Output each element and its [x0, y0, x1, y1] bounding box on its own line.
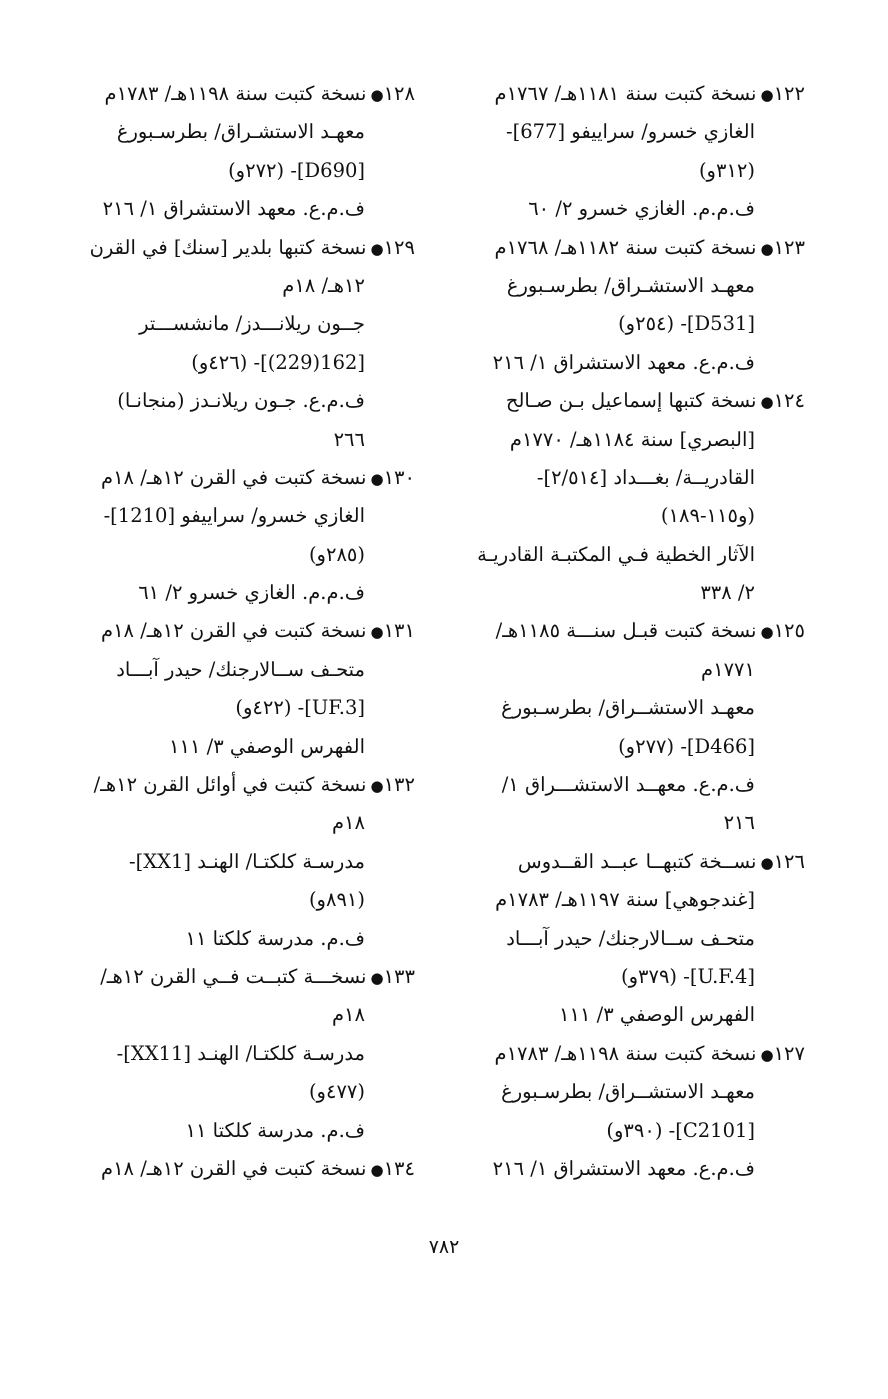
entry-continuation-line: الفهرس الوصفي ٣/ ١١١ [169, 734, 365, 758]
entry-line [50, 75, 415, 113]
entry-continuation-line: ف.م.ع. معهد الاستشراق ١/ ٢١٦ [492, 350, 755, 374]
entry-continuation-line: ١٢هـ/ ١٨م [282, 273, 365, 297]
bullet-icon: ● [760, 239, 774, 258]
bullet-icon: ● [370, 239, 384, 258]
entry-continuation-line: متحـف ســالارجنك/ حيدر آبـــاد [116, 657, 365, 681]
right-column [440, 75, 805, 1188]
entry-continuation-line: الغازي خسرو/ سراييفو [677]- [506, 120, 755, 144]
entry-text: نسخـــة كتبــت فــي القرن ١٢هـ/ [100, 964, 367, 988]
entry-continuation-line: ٢/ ٣٣٨ [700, 581, 755, 605]
entry-continuation-line: (٢٨٥و) [308, 542, 365, 566]
bullet-icon: ● [760, 623, 774, 642]
entry-text: نسخة كتبت في القرن ١٢هـ/ ١٨م [100, 1156, 367, 1180]
entry-continuation-line: القادريــة/ بغـــداد [٢/٥١٤]- [536, 465, 755, 489]
entry-number: ١٣٢ [383, 773, 415, 797]
entry-number: ١٢٤ [773, 389, 805, 413]
entry-number: ١٢٣ [773, 235, 805, 259]
entry-continuation-line: (٤٧٧و) [308, 1080, 365, 1104]
entry-continuation-line: ف.م. مدرسة كلكتا ١١ [185, 1118, 365, 1142]
entry-number: ١٣٤ [383, 1156, 415, 1180]
entry-continuation-line: معهـد الاستشـراق/ بطرسـبورغ [116, 120, 365, 144]
entry-continuation-line: الفهرس الوصفي ٣/ ١١١ [559, 1003, 755, 1027]
entry-text: نسخة كتبها بلدير [سنك] في القرن [89, 235, 367, 259]
entry-number: ١٣٣ [383, 964, 415, 988]
entry-continuation-line: ١٨م [331, 1003, 365, 1027]
bullet-icon: ● [370, 623, 384, 642]
left-column [50, 75, 415, 1188]
bullet-icon: ● [370, 777, 384, 796]
entry-text: نســخة كتبهــا عبــد القــدوس [517, 849, 757, 873]
entry-line [440, 229, 805, 267]
entry-continuation-line: ف.م.م. الغازي خسرو ٢/ ٦٠ [528, 197, 755, 221]
entry-text: نسخة كتبت قبـل سنـــة ١١٨٥هـ/ [495, 619, 757, 643]
entry-continuation-line: ف.م.ع. معهد الاستشراق ١/ ٢١٦ [102, 197, 365, 221]
entry-continuation-line: [U.F.4]- (٣٧٩و) [620, 964, 755, 988]
entry-continuation-line: ف.م.م. الغازي خسرو ٢/ ٦١ [138, 581, 365, 605]
entry-continuation-line: [D466]- (٢٧٧و) [618, 734, 755, 758]
entry-continuation-line: [D531]- (٢٥٤و) [618, 312, 755, 336]
entry-continuation-line: الآثار الخطية فـي المكتبـة القادريـة [477, 542, 755, 566]
entry-text: نسخة كتبت في القرن ١٢هـ/ ١٨م [100, 619, 367, 643]
entry-continuation-line: متحـف ســالارجنك/ حيدر آبـــاد [506, 926, 755, 950]
entry-line [440, 612, 805, 650]
entry-continuation-line: (و١١٥-١٨٩) [660, 504, 755, 528]
entry-continuation-line: ف.م.ع. معهــد الاستشـــراق ١/ [501, 773, 755, 797]
entry-continuation-line: ف.م.ع. معهد الاستشراق ١/ ٢١٦ [492, 1156, 755, 1180]
entry-line [440, 75, 805, 113]
page-number: ٧٨٢ [428, 1236, 460, 1258]
entry-continuation-line: [D690]- (٢٧٢و) [228, 158, 365, 182]
bullet-icon: ● [370, 86, 384, 104]
entry-continuation-line: معهـد الاستشــراق/ بطرسـبورغ [501, 1080, 755, 1104]
entry-continuation-line: معهـد الاستشــراق/ بطرسـبورغ [501, 696, 755, 720]
bullet-icon: ● [760, 393, 774, 412]
entry-number: ١٢٧ [773, 1041, 805, 1065]
bullet-icon: ● [760, 853, 774, 872]
entry-number: ١٢٦ [773, 849, 805, 873]
entry-continuation-line: ١٨م [331, 811, 365, 835]
entry-number: ١٢٩ [383, 235, 415, 259]
bullet-icon: ● [370, 968, 384, 987]
entry-number: ١٣٠ [383, 465, 415, 489]
entry-number: ١٢٢ [773, 82, 805, 105]
entry-line [50, 229, 415, 267]
entry-continuation-line: (٨٩١و) [308, 888, 365, 912]
entry-number: ١٣١ [383, 619, 415, 643]
entry-text: نسخة كتبها إسماعيل بـن صـالح [505, 389, 757, 413]
entry-text: نسخة كتبت في أوائل القرن ١٢هـ/ [93, 773, 367, 797]
entry-line [50, 766, 415, 804]
entry-continuation-line: [غندجوهي] سنة ١١٩٧هـ/ ١٧٨٣م [495, 888, 755, 912]
entry-continuation-line: الغازي خسرو/ سراييفو [1210]- [103, 504, 365, 528]
entry-line [50, 612, 415, 650]
entry-continuation-line: [البصري] سنة ١١٨٤هـ/ ١٧٧٠م [509, 427, 755, 451]
entry-text: نسخة كتبت في القرن ١٢هـ/ ١٨م [100, 465, 367, 489]
entry-continuation-line: ٢١٦ [723, 811, 755, 835]
entry-continuation-line: معهـد الاستشـراق/ بطرسـبورغ [506, 273, 755, 297]
entry-text: نسخة كتبت سنة ١١٨١هـ/ ١٧٦٧م [494, 82, 757, 105]
entry-number: ١٢٨ [383, 82, 415, 105]
entry-continuation-line: ٢٦٦ [333, 427, 365, 451]
entry-line [50, 459, 415, 497]
entry-number: ١٢٥ [773, 619, 805, 643]
entry-continuation-line: مدرسـة كلكتـا/ الهنـد [XX1]- [129, 849, 365, 873]
entry-text: نسخة كتبت سنة ١١٨٢هـ/ ١٧٦٨م [494, 235, 757, 259]
bullet-icon: ● [760, 1045, 774, 1064]
entry-continuation-line: مدرسـة كلكتـا/ الهنـد [XX11]- [116, 1041, 365, 1065]
entry-continuation-line: ف.م.ع. جـون ريلانـدز (منجانـا) [117, 389, 365, 413]
entry-line [440, 382, 805, 420]
entry-continuation-line: [UF.3]- (٤٢٢و) [235, 696, 365, 720]
bullet-icon: ● [370, 469, 384, 488]
entry-continuation-line: [162(229)]- (٤٢٦و) [191, 350, 365, 374]
entry-continuation-line: (٣١٢و) [698, 158, 755, 182]
entry-line [50, 1150, 415, 1188]
entry-line [440, 843, 805, 881]
entry-continuation-line: [C2101]- (٣٩٠و) [606, 1118, 755, 1142]
entry-line [440, 1035, 805, 1073]
entry-continuation-line: ١٧٧١م [701, 657, 755, 681]
bullet-icon: ● [370, 1160, 384, 1179]
entry-text: نسخة كتبت سنة ١١٩٨هـ/ ١٧٨٣م [494, 1041, 757, 1065]
bullet-icon: ● [760, 86, 774, 104]
entry-text: نسخة كتبت سنة ١١٩٨هـ/ ١٧٨٣م [104, 82, 367, 105]
entry-continuation-line: ف.م. مدرسة كلكتا ١١ [185, 926, 365, 950]
entry-continuation-line: جــون ريلانـــدز/ مانشســـتر [139, 312, 365, 336]
entry-line [50, 958, 415, 996]
